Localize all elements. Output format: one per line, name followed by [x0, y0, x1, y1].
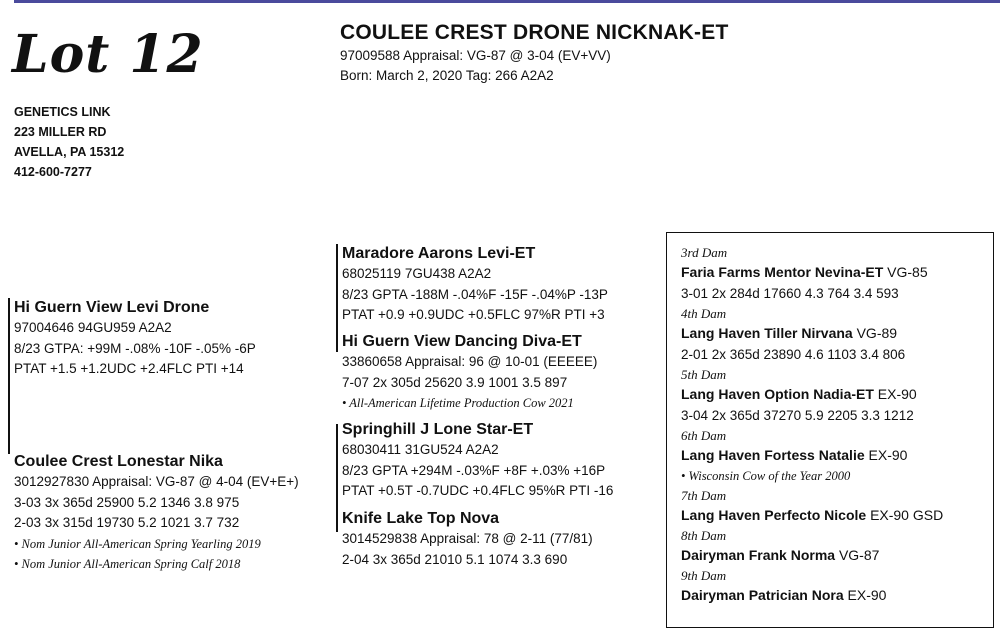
dam-entry-4th [681, 304, 993, 365]
dam-entry-name: Dairyman Patrician Nora [681, 587, 844, 603]
dam-sire-line: PTAT +0.5T -0.7UDC +0.4FLC 95%R PTI -16 [342, 483, 614, 498]
consignor-street: 223 MILLER RD [14, 125, 107, 139]
dam-entry-5th [681, 365, 993, 426]
sire-sire-line: 68025119 7GU438 A2A2 [342, 266, 492, 281]
sire-dam-block [342, 332, 597, 413]
dam-sire-bracket-line [336, 424, 338, 532]
sire-sire-bracket-line [336, 244, 338, 352]
consignor-name: GENETICS LINK [14, 105, 111, 119]
dam-note: • Nom Junior All-American Spring Yearling 2019 [14, 536, 261, 551]
dam-entry-name: Lang Haven Tiller Nirvana [681, 325, 853, 341]
dam-entry-classification: EX-90 [877, 386, 917, 402]
dam-entry-classification: EX-90 [868, 447, 908, 463]
dam-line: 3012927830 Appraisal: VG-87 @ 4-04 (EV+E+) [14, 474, 299, 489]
dam-sire-line: 68030411 31GU524 A2A2 [342, 442, 499, 457]
sire-line: 97004646 94GU959 A2A2 [14, 320, 172, 335]
dam-entry-classification: VG-85 [887, 264, 928, 280]
dam-entry-record: 2-01 2x 365d 23890 4.6 1103 3.4 806 [681, 347, 906, 362]
sire-line: PTAT +1.5 +1.2UDC +2.4FLC PTI +14 [14, 361, 244, 376]
lot-title: Lot 12 [12, 24, 204, 85]
dam-entry-classification: VG-87 [838, 547, 880, 563]
sire-line: 8/23 GTPA: +99M -.08% -10F -.05% -6P [14, 340, 256, 356]
dam-line: 2-03 3x 315d 19730 5.2 1021 3.7 732 [14, 515, 240, 530]
consignor-phone: 412-600-7277 [14, 165, 92, 179]
dam-entry-name: Dairyman Frank Norma [681, 547, 836, 563]
dam-note: • Nom Junior All-American Spring Calf 2018 [14, 556, 241, 571]
dam-entry-classification: EX-90 [847, 587, 887, 603]
sire-dam-line: 7-07 2x 305d 25620 3.9 1001 3.5 897 [342, 374, 568, 390]
dam-dam-line: 2-04 3x 365d 21010 5.1 1074 3.3 690 [342, 551, 568, 567]
dam-entry-name: Lang Haven Option Nadia-ET [681, 386, 874, 402]
dam-generation-label: 3rd Dam [681, 245, 728, 260]
animal-name: COULEE CREST DRONE NICKNAK-ET [340, 21, 729, 44]
sire-name: Hi Guern View Levi Drone [14, 299, 210, 316]
sire-block [14, 298, 256, 380]
dam-entry-note: • Wisconsin Cow of the Year 2000 [681, 469, 851, 483]
dam-entry-name: Lang Haven Perfecto Nicole [681, 507, 867, 523]
dam-generation-label: 7th Dam [681, 488, 727, 503]
dam-generation-label: 9th Dam [681, 568, 727, 583]
sire-sire-line: PTAT +0.9 +0.9UDC +0.5FLC 97%R PTI +3 [342, 307, 605, 322]
dam-name: Coulee Crest Lonestar Nika [14, 453, 223, 470]
dam-entry-classification: VG-89 [856, 325, 898, 341]
consignor-block [14, 102, 124, 182]
dam-block [14, 452, 299, 574]
sire-dam-name: Hi Guern View Dancing Diva-ET [342, 333, 582, 350]
sire-sire-name: Maradore Aarons Levi-ET [342, 245, 536, 262]
dam-sire-block [342, 420, 613, 502]
dam-line: 3-03 3x 365d 25900 5.2 1346 3.8 975 [14, 494, 240, 510]
animal-born-line: Born: March 2, 2020 Tag: 266 A2A2 [340, 68, 554, 83]
dam-entry-3rd [681, 243, 993, 304]
dam-entry-record: 3-04 2x 365d 37270 5.9 2205 3.3 1212 [681, 408, 914, 423]
sire-sire-block [342, 244, 608, 326]
dam-dam-line: 3014529838 Appraisal: 78 @ 2-11 (77/81) [342, 531, 593, 546]
dam-entry-record: 3-01 2x 284d 17660 4.3 764 3.4 593 [681, 286, 899, 301]
dam-entry-name: Lang Haven Fortess Natalie [681, 447, 865, 463]
dam-dam-name: Knife Lake Top Nova [342, 510, 500, 527]
dam-generation-label: 4th Dam [681, 306, 727, 321]
sire-dam-note: • All-American Lifetime Production Cow 2021 [342, 396, 574, 410]
dam-entry-7th [681, 486, 993, 526]
consignor-city: AVELLA, PA 15312 [14, 145, 125, 159]
dam-sire-line: 8/23 GPTA +294M -.03%F +8F +.03% +16P [342, 462, 606, 478]
dam-sire-name: Springhill J Lone Star-ET [342, 421, 534, 438]
dam-entry-8th [681, 526, 993, 566]
sire-dam-line: 33860658 Appraisal: 96 @ 10-01 (EEEEE) [342, 354, 598, 369]
dam-entry-9th [681, 566, 993, 606]
dam-generation-label: 5th Dam [681, 367, 727, 382]
animal-header [340, 20, 728, 86]
dam-generation-label: 8th Dam [681, 528, 727, 543]
animal-id-line: 97009588 Appraisal: VG-87 @ 3-04 (EV+VV) [340, 48, 611, 63]
dam-generation-label: 6th Dam [681, 428, 727, 443]
extended-dams-box [666, 232, 994, 628]
dam-entry-classification: EX-90 GSD [870, 507, 944, 523]
dam-entry-6th [681, 426, 993, 486]
dam-dam-block [342, 509, 593, 570]
top-rule [14, 0, 1000, 3]
sire-sire-line: 8/23 GPTA -188M -.04%F -15F -.04%P -13P [342, 286, 608, 302]
sire-bracket-line [8, 298, 10, 454]
dam-entry-name: Faria Farms Mentor Nevina-ET [681, 264, 884, 280]
